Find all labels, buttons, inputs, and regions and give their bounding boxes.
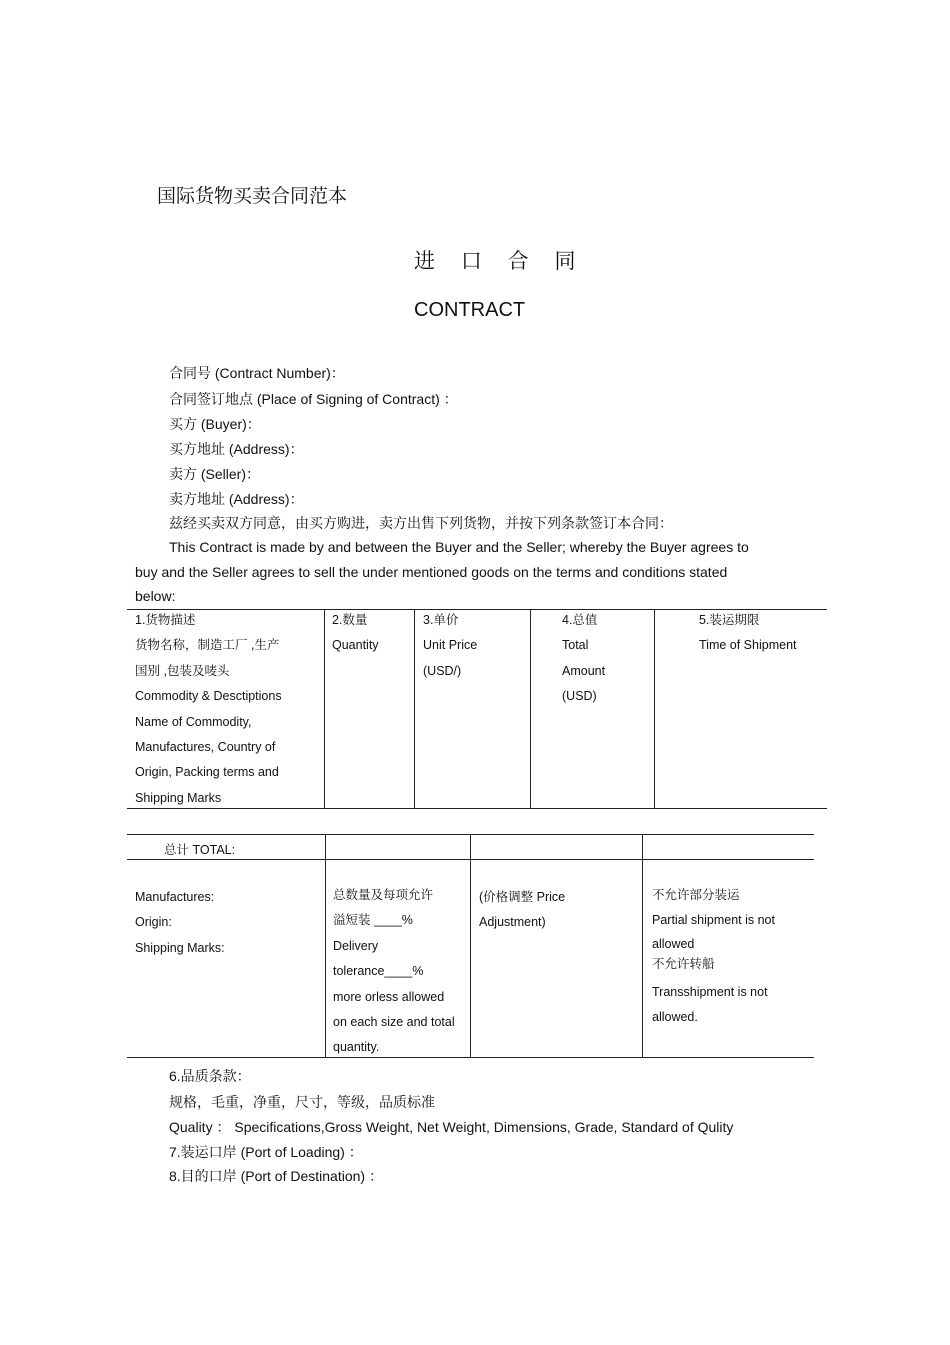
clause-port-of-destination: 8.目的口岸 (Port of Destination) ： [169, 1168, 383, 1184]
intro-english-line-3: below: [135, 588, 176, 604]
field-seller-address: 卖方地址 (Address)： [169, 491, 304, 507]
field-signing-place: 合同签订地点 (Place of Signing of Contract) ： [169, 391, 458, 407]
table1-shipment-time-cell [699, 608, 797, 659]
table2-tolerance-cell [333, 883, 455, 1061]
clause-quality-heading: 6.品质条款： [169, 1068, 251, 1084]
table1-commodity-line: Name of Commodity, [135, 714, 252, 729]
table2-total-label: 总计 TOTAL: [164, 843, 236, 857]
table1-divider [654, 609, 655, 809]
clause-port-of-loading: 7.装运口岸 (Port of Loading) ： [169, 1144, 363, 1160]
table1-divider [414, 609, 415, 809]
table2-shipment-terms-line: Transshipment is not [652, 984, 768, 999]
table2-shipment-terms-cell [652, 883, 775, 1031]
table1-total-amount-line: Amount [562, 663, 606, 678]
table2-price-adjustment-line: Adjustment) [479, 915, 546, 930]
table2-price-adjustment-cell [479, 885, 565, 936]
table2-tolerance-line: Delivery [333, 938, 379, 953]
table2-tolerance-line: 溢短装 ____% [333, 913, 413, 928]
table1-total-amount-cell [562, 608, 605, 710]
table2-divider [642, 834, 643, 1058]
table2-shipment-terms-line: Partial shipment is not [652, 913, 775, 928]
table2-marks-cell [135, 885, 225, 961]
table1-unit-price-line: Unit Price [423, 638, 478, 653]
table1-total-amount-line: 4.总值 [562, 613, 598, 627]
table2-tolerance-line: 总数量及每项允许 [333, 888, 434, 902]
table1-commodity-line: Commodity & Desctiptions [135, 689, 282, 704]
table1-quantity-cell [332, 608, 379, 659]
table1-commodity-line: 货物名称，制造工厂 ,生产 [135, 638, 280, 653]
table1-shipment-time-line: 5.装运期限 [699, 613, 760, 627]
table2-tolerance-line: more orless allowed [333, 989, 445, 1004]
clause-quality-en: Quality ： Specifications,Gross Weight, Net Weight, Dimensions, Grade, Standard of Qulity [169, 1119, 734, 1135]
document-heading: 国际货物买卖合同范本 [157, 186, 348, 207]
table2-tolerance-line: tolerance____% [333, 964, 424, 979]
field-buyer: 买方 (Buyer)： [169, 416, 261, 432]
title-english: CONTRACT [414, 299, 526, 321]
intro-english-line-2: buy and the Seller agrees to sell the under mentioned goods on the terms and conditions stated [135, 564, 728, 580]
table1-unit-price-line: (USD/) [423, 663, 462, 678]
table2-divider [325, 834, 326, 1058]
table1-shipment-time-line: Time of Shipment [699, 638, 797, 653]
table2-shipment-terms-line: allowed. [652, 1010, 698, 1025]
table1-divider [324, 609, 325, 809]
field-buyer-address: 买方地址 (Address)： [169, 441, 304, 457]
table1-quantity-line: Quantity [332, 638, 379, 653]
field-contract-number: 合同号 (Contract Number)： [169, 365, 345, 381]
table1-divider [530, 609, 531, 809]
table2-marks-line: Manufactures: [135, 890, 215, 904]
table2-divider [470, 834, 471, 1058]
table1-total-amount-line: Total [562, 638, 589, 653]
table1-quantity-line: 2.数量 [332, 613, 368, 627]
table1-commodity-line: 1.货物描述 [135, 613, 196, 627]
table2-marks-line: Origin: [135, 915, 172, 930]
table1-commodity-line: 国别 ,包装及唛头 [135, 663, 230, 678]
table1-unit-price-cell [423, 608, 477, 684]
table2-tolerance-line: quantity. [333, 1040, 380, 1055]
intro-chinese: 兹经买卖双方同意，由买方购进，卖方出售下列货物，并按下列条款签订本合同： [169, 515, 673, 531]
table2-shipment-terms-line: 不允许转船 [652, 956, 715, 971]
field-seller: 卖方 (Seller)： [169, 466, 261, 482]
table1-commodity-line: Shipping Marks [135, 790, 222, 805]
title-chinese: 进 口 合 同 [414, 250, 586, 273]
table1-commodity-cell [135, 608, 282, 811]
intro-english-line-1: This Contract is made by and between the Buyer and the Seller; whereby the Buyer agrees to [169, 539, 749, 555]
table1-commodity-line: Origin, Packing terms and [135, 765, 279, 780]
table1-unit-price-line: 3.单价 [423, 613, 459, 627]
table2-shipment-terms-line: 不允许部分装运 [652, 888, 740, 902]
clause-quality-cn: 规格，毛重，净重，尺寸，等级，品质标准 [169, 1094, 435, 1110]
table2-shipment-terms-line: allowed [652, 936, 695, 951]
table2-marks-line: Shipping Marks: [135, 940, 225, 955]
table2-tolerance-line: on each size and total [333, 1015, 455, 1030]
table1-total-amount-line: (USD) [562, 689, 597, 704]
table2-price-adjustment-line: (价格调整 Price [479, 890, 566, 904]
table1-commodity-line: Manufactures, Country of [135, 740, 276, 755]
